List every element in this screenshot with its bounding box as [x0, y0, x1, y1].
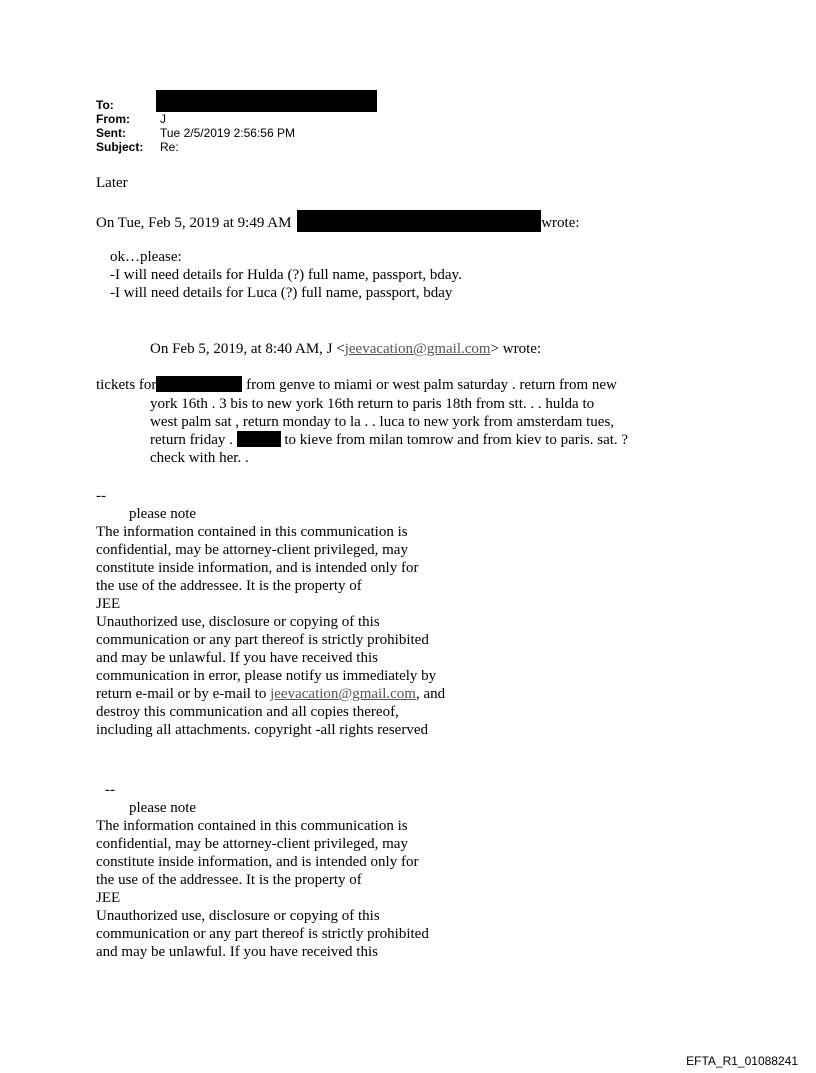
disclaimer-line: communication or any part thereof is strictly prohibited — [96, 632, 429, 648]
disclaimer-line: constitute inside information, and is intended only for — [96, 560, 419, 576]
tickets-line: west palm sat , return monday to la . . luca to new york from amsterdam tues, — [150, 414, 615, 430]
quote-header-2 — [150, 340, 541, 358]
subject-value: Re: — [160, 140, 179, 154]
disclaimer-line: confidential, may be attorney-client privileged, may — [96, 542, 408, 558]
signature-dashes: -- — [105, 782, 115, 798]
sender-redaction — [297, 210, 541, 232]
disclaimer-line: constitute inside information, and is intended only for — [96, 854, 419, 870]
tickets-line-4 — [150, 431, 628, 449]
disclaimer-line: JEE — [96, 890, 121, 906]
disclaimer-line: The information contained in this communication is — [96, 818, 408, 834]
tickets-text: to kieve from milan tomrow and from kiev to paris. sat. ? — [280, 432, 629, 448]
disclaimer-line: and may be unlawful. If you have received this — [96, 650, 378, 666]
document-id: EFTA_R1_01088241 — [686, 1054, 798, 1068]
signature-dashes: -- — [96, 488, 106, 504]
disclaimer-line: Unauthorized use, disclosure or copying of this — [96, 614, 380, 630]
disclaimer-line: and may be unlawful. If you have received this — [96, 944, 378, 960]
quote-header-2-suffix: > wrote: — [490, 341, 542, 357]
subject-label: Subject: — [96, 140, 144, 154]
to-label: To: — [96, 98, 114, 112]
name-redaction — [237, 431, 281, 447]
disclaimer-line: confidential, may be attorney-client privileged, may — [96, 836, 408, 852]
email-link[interactable]: jeevacation@gmail.com — [344, 341, 491, 357]
disclaimer-email-line — [96, 685, 445, 703]
tickets-line: check with her. . — [150, 450, 249, 466]
disclaimer-heading: please note — [129, 506, 197, 522]
reply-line: ok…please: — [110, 249, 182, 265]
disclaimer-line: the use of the addressee. It is the property of — [96, 578, 362, 594]
to-redaction — [156, 90, 377, 112]
quote-header-1-prefix: On Tue, Feb 5, 2019 at 9:49 AM — [96, 215, 292, 231]
quote-header-1 — [96, 210, 580, 232]
disclaimer-line: communication in error, please notify us immediately by — [96, 668, 437, 684]
disclaimer-line: including all attachments. copyright -all rights reserved — [96, 722, 428, 738]
disclaimer-text: , and — [415, 686, 446, 702]
sent-value: Tue 2/5/2019 2:56:56 PM — [160, 126, 295, 140]
quote-header-2-prefix: On Feb 5, 2019, at 8:40 AM, J < — [150, 341, 345, 357]
disclaimer-line: destroy this communication and all copies thereof, — [96, 704, 399, 720]
disclaimer-text: return e-mail or by e-mail to — [96, 686, 271, 702]
disclaimer-line: the use of the addressee. It is the property of — [96, 872, 362, 888]
tickets-text: from genve to miami or west palm saturday . return from new — [242, 377, 617, 393]
disclaimer-line: The information contained in this communication is — [96, 524, 408, 540]
tickets-line-1 — [96, 376, 617, 394]
sent-label: Sent: — [96, 126, 126, 140]
quote-header-1-suffix: wrote: — [541, 215, 580, 231]
from-value: J — [160, 112, 166, 126]
disclaimer-line: communication or any part thereof is strictly prohibited — [96, 926, 429, 942]
reply-line: -I will need details for Hulda (?) full name, passport, bday. — [110, 267, 462, 283]
reply-line: -I will need details for Luca (?) full name, passport, bday — [110, 285, 453, 301]
email-link[interactable]: jeevacation@gmail.com — [270, 686, 416, 702]
disclaimer-line: JEE — [96, 596, 121, 612]
reply-text: Later — [96, 175, 128, 191]
disclaimer-line: Unauthorized use, disclosure or copying of this — [96, 908, 380, 924]
disclaimer-heading: please note — [129, 800, 197, 816]
tickets-line: york 16th . 3 bis to new york 16th return to paris 18th from stt. . . hulda to — [150, 396, 595, 412]
tickets-text: return friday . — [150, 432, 233, 448]
from-label: From: — [96, 112, 130, 126]
name-redaction — [156, 376, 242, 392]
tickets-text: tickets for — [96, 377, 157, 393]
